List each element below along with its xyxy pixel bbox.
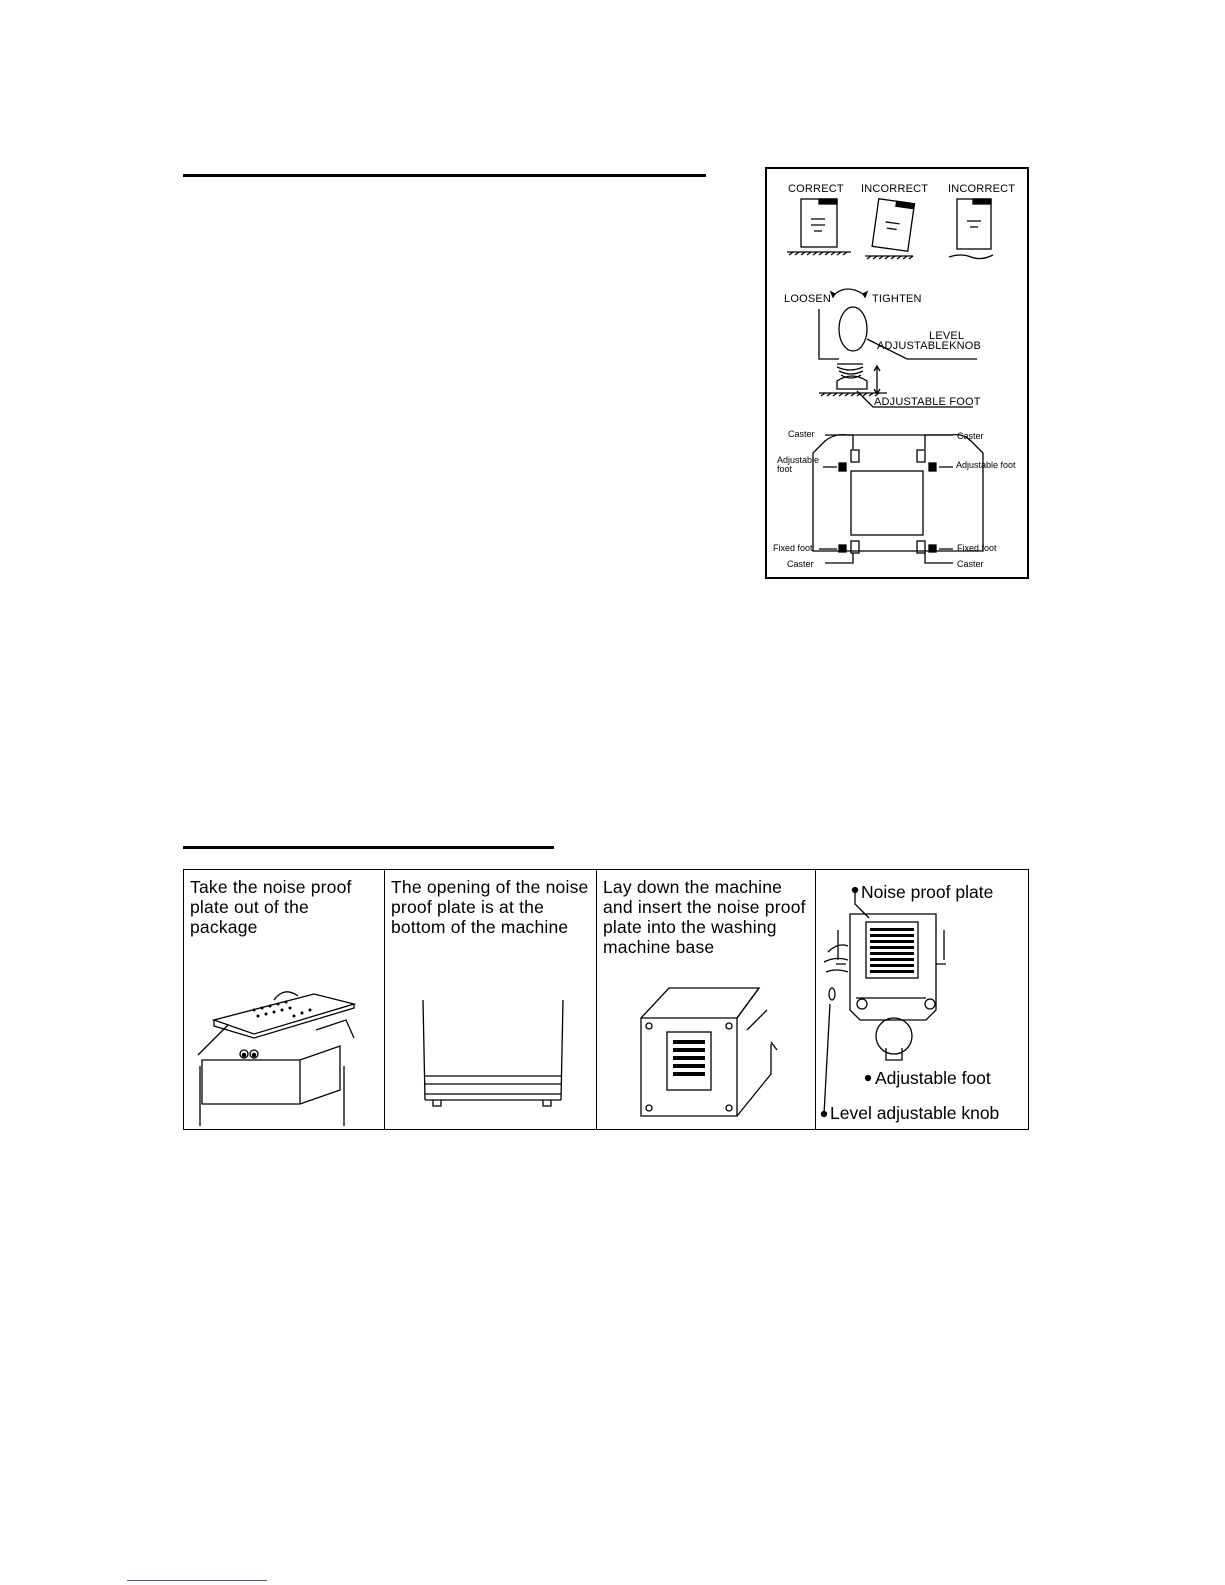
caster-label-bottom-right: Caster — [957, 559, 984, 569]
step-2-text: The opening of the noise proof plate is at the bottom of the machine — [391, 877, 589, 937]
fixed-foot-right-label: Fixed foot — [957, 543, 997, 553]
step-4-cell — [816, 870, 1028, 1129]
adjustable-foot-label: ADJUSTABLE FOOT — [874, 396, 981, 408]
state-label-correct: CORRECT — [788, 183, 844, 195]
level-adjustable-knob-label: Level adjustable knob — [830, 1103, 1000, 1123]
step-3-cell — [597, 870, 816, 1129]
section-heading-rule-top — [183, 174, 706, 177]
package-box-icon — [184, 870, 384, 1128]
machine-base-insert-icon — [597, 870, 815, 1128]
caster-label-top-right: Caster — [957, 431, 984, 441]
state-label-incorrect-floor: INCORRECT — [948, 183, 1016, 195]
section-heading-rule-bottom — [183, 846, 554, 849]
noise-proof-plate-label: Noise proof plate — [861, 882, 994, 902]
machine-bottom-icon — [385, 870, 596, 1128]
level-knob-label-1: LEVEL — [929, 330, 965, 342]
loosen-label: LOOSEN — [784, 293, 832, 305]
state-label-incorrect-tilt: INCORRECT — [861, 183, 929, 195]
footnote-separator — [127, 1580, 267, 1581]
caster-label-bottom-left: Caster — [787, 559, 814, 569]
step-3-text: Lay down the machine and insert the noise proof plate into the washing machine base — [603, 877, 806, 957]
fixed-foot-left-label: Fixed foot — [773, 543, 813, 553]
noise-plate-assembly-icon — [816, 870, 1028, 1128]
level-knob-label-2: ADJUSTABLEKNOB — [877, 340, 982, 352]
step-2-cell — [385, 870, 597, 1129]
adjustable-foot-left-label-1: Adjustable — [777, 455, 820, 465]
leveling-diagram-icon — [767, 169, 1029, 579]
adjustable-foot-callout: Adjustable foot — [875, 1068, 991, 1088]
adjustable-foot-right-label: Adjustable foot — [956, 460, 1016, 470]
step-1-text: Take the noise proof plate out of the package — [190, 877, 352, 937]
caster-label-top-left: Caster — [788, 429, 815, 439]
adjustable-foot-left-label-2: foot — [777, 464, 793, 474]
noise-proof-plate-steps — [183, 869, 1029, 1130]
leveling-figure — [765, 167, 1029, 579]
tighten-label: TIGHTEN — [872, 293, 922, 305]
step-1-cell — [184, 870, 385, 1129]
